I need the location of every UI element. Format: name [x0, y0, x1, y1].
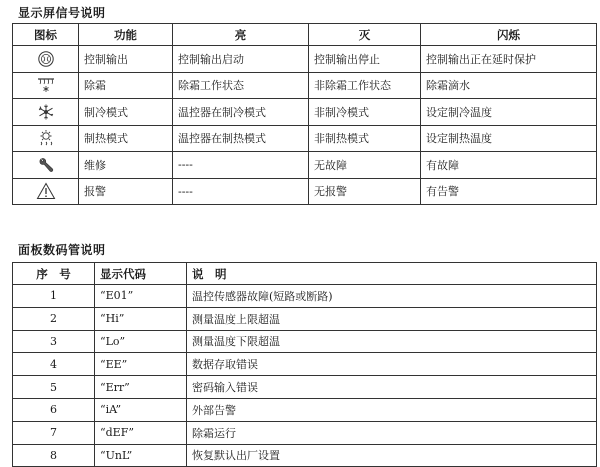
table-header-row [13, 263, 597, 285]
header-code: 显示代码 [95, 263, 187, 285]
on-cell: 除霜工作状态 [173, 72, 309, 99]
off-cell: 非制热模式 [309, 125, 421, 152]
code-cell: “Err” [95, 376, 187, 399]
defrost-icon-cell [13, 72, 79, 99]
number-cell: 8 [13, 444, 95, 467]
header-function: 功能 [79, 24, 173, 46]
description-cell: 除霜运行 [187, 421, 597, 444]
heating-icon-cell [13, 125, 79, 152]
number-cell: 7 [13, 421, 95, 444]
description-cell: 数据存取错误 [187, 353, 597, 376]
table-row [13, 46, 597, 73]
function-cell: 维修 [79, 152, 173, 179]
off-cell: 非除霜工作状态 [309, 72, 421, 99]
code-cell: “Lo” [95, 330, 187, 353]
number-cell: 4 [13, 353, 95, 376]
table-row [13, 444, 597, 467]
on-cell: 温控器在制冷模式 [173, 99, 309, 126]
table-row [13, 376, 597, 399]
blink-cell: 除霜滴水 [421, 72, 597, 99]
blink-cell: 设定制冷温度 [421, 99, 597, 126]
header-blink: 闪烁 [421, 24, 597, 46]
on-cell: 温控器在制热模式 [173, 125, 309, 152]
table-row [13, 353, 597, 376]
description-cell: 温控传感器故障(短路或断路) [187, 285, 597, 308]
warning-icon [36, 182, 56, 200]
code-cell: “iA” [95, 398, 187, 421]
header-off: 灭 [309, 24, 421, 46]
table-row [13, 72, 597, 99]
description-cell: 密码输入错误 [187, 376, 597, 399]
off-cell: 控制输出停止 [309, 46, 421, 73]
number-cell: 2 [13, 307, 95, 330]
code-cell: “Hi” [95, 307, 187, 330]
warning-icon-cell [13, 178, 79, 205]
blink-cell: 设定制热温度 [421, 125, 597, 152]
display-signals-title: 显示屏信号说明 [18, 6, 106, 20]
on-cell: ---- [173, 152, 309, 179]
number-cell: 6 [13, 398, 95, 421]
function-cell: 除霜 [79, 72, 173, 99]
number-cell: 3 [13, 330, 95, 353]
code-cell: “UnL” [95, 444, 187, 467]
table-row [13, 99, 597, 126]
function-cell: 报警 [79, 178, 173, 205]
number-cell: 1 [13, 285, 95, 308]
description-cell: 测量温度下限超温 [187, 330, 597, 353]
description-cell: 测量温度上限超温 [187, 307, 597, 330]
table-row [13, 421, 597, 444]
description-cell: 恢复默认出厂设置 [187, 444, 597, 467]
code-cell: “E01” [95, 285, 187, 308]
off-cell: 非制冷模式 [309, 99, 421, 126]
off-cell: 无报警 [309, 178, 421, 205]
heating-icon [36, 129, 56, 147]
table-row [13, 152, 597, 179]
table-header-row [13, 24, 597, 46]
table-row [13, 125, 597, 152]
number-cell: 5 [13, 376, 95, 399]
function-cell: 制冷模式 [79, 99, 173, 126]
snowflake-icon [37, 103, 55, 121]
table-row [13, 398, 597, 421]
off-cell: 无故障 [309, 152, 421, 179]
compressor-icon-cell [13, 46, 79, 73]
table-row [13, 307, 597, 330]
header-number: 序 号 [13, 263, 95, 285]
header-description: 说 明 [187, 263, 597, 285]
table-row [13, 285, 597, 308]
function-cell: 控制输出 [79, 46, 173, 73]
compressor-icon [37, 50, 55, 68]
display-signals-table [12, 23, 597, 205]
header-on: 亮 [173, 24, 309, 46]
description-cell: 外部告警 [187, 398, 597, 421]
snowflake-icon-cell [13, 99, 79, 126]
panel-codes-title: 面板数码管说明 [18, 243, 106, 257]
panel-codes-table [12, 262, 597, 467]
function-cell: 制热模式 [79, 125, 173, 152]
code-cell: “EE” [95, 353, 187, 376]
table-row [13, 178, 597, 205]
blink-cell: 控制输出正在延时保护 [421, 46, 597, 73]
code-cell: “dEF” [95, 421, 187, 444]
on-cell: 控制输出启动 [173, 46, 309, 73]
wrench-icon [37, 156, 55, 174]
header-icon: 图标 [13, 24, 79, 46]
defrost-icon [36, 76, 56, 94]
wrench-icon-cell [13, 152, 79, 179]
blink-cell: 有告警 [421, 178, 597, 205]
table-row [13, 330, 597, 353]
on-cell: ---- [173, 178, 309, 205]
blink-cell: 有故障 [421, 152, 597, 179]
